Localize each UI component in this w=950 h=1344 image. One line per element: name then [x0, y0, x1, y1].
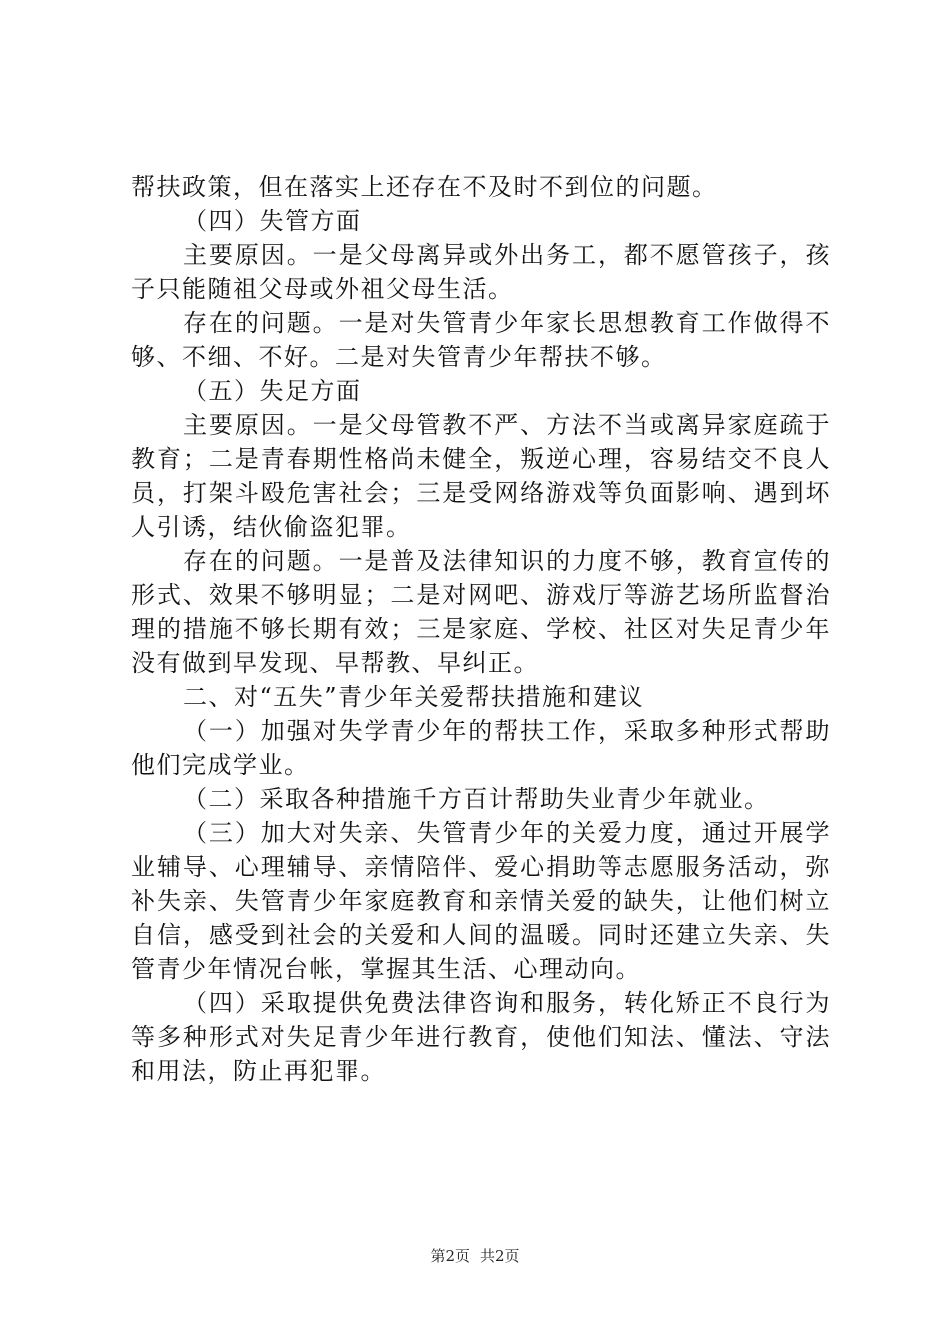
section-heading-measures: 二、对“五失”青少年关爱帮扶措施和建议	[183, 683, 645, 711]
paragraph-continuation: 帮扶政策，但在落实上还存在不及时不到位的问题。	[131, 173, 718, 201]
paragraph-measure-one: （一）加强对失学青少年的帮扶工作，采取多种形式帮助他们完成学业。	[131, 717, 831, 779]
paragraph-main-reasons-shizu: 主要原因。一是父母管教不严、方法不当或离异家庭疏于教育；二是青春期性格尚未健全，叛逆心理，容易结交不良人员，打架斗殴危害社会；三是受网络游戏等负面影响、遇到坏人引诱，结伙偷盗犯罪。	[131, 411, 831, 541]
document-body	[131, 170, 831, 1088]
section-heading-five: （五）失足方面	[183, 377, 362, 405]
paragraph-measure-three: （三）加大对失亲、失管青少年的关爱力度，通过开展学业辅导、心理辅导、亲情陪伴、爱心捐助等志愿服务活动，弥补失亲、失管青少年家庭教育和亲情关爱的缺失，让他们树立自信，感受到社会的关爱和人间的温暖。同时还建立失亲、失管青少年情况台帐，掌握其生活、心理动向。	[131, 819, 831, 983]
paragraph-measure-four: （四）采取提供免费法律咨询和服务，转化矫正不良行为等多种形式对失足青少年进行教育，使他们知法、懂法、守法和用法，防止再犯罪。	[131, 989, 831, 1085]
paragraph-measure-two: （二）采取各种措施千方百计帮助失业青少年就业。	[183, 785, 770, 813]
paragraph-problems-shizu: 存在的问题。一是普及法律知识的力度不够，教育宣传的形式、效果不够明显；二是对网吧、游戏厅等游艺场所监督治理的措施不够长期有效；三是家庭、学校、社区对失足青少年没有做到早发现、早帮教、早纠正。	[131, 547, 831, 677]
paragraph-problems-shiguan: 存在的问题。一是对失管青少年家长思想教育工作做得不够、不细、不好。二是对失管青少年帮扶不够。	[131, 309, 831, 371]
paragraph-main-reasons-shiguan: 主要原因。一是父母离异或外出务工，都不愿管孩子，孩子只能随祖父母或外祖父母生活。	[131, 241, 831, 303]
section-heading-four: （四）失管方面	[183, 207, 362, 235]
page-total: 共2页	[480, 1247, 520, 1265]
page-number: 第2页	[430, 1247, 470, 1265]
page-footer	[0, 1246, 950, 1266]
